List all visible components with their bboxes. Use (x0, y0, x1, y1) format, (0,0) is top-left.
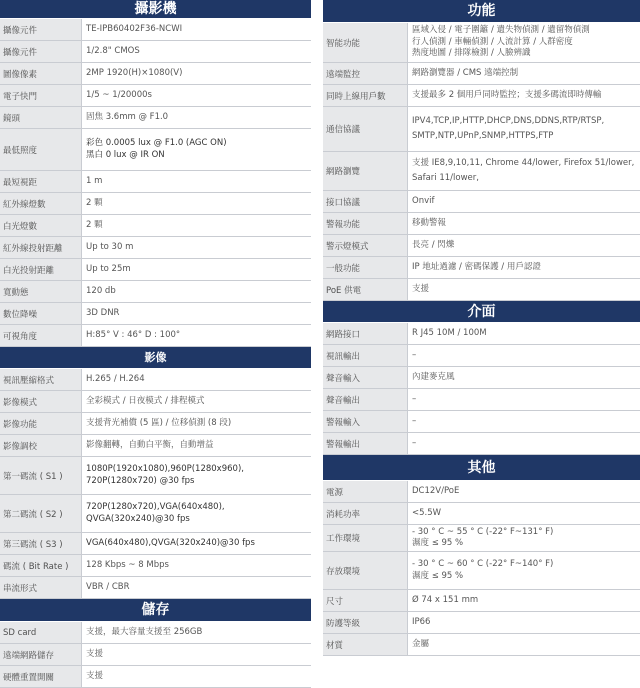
spec-label: 白光投射距離 (0, 259, 82, 280)
spec-value (408, 257, 640, 278)
spec-row-camera (0, 193, 311, 215)
spec-value (82, 107, 311, 128)
spec-value (408, 612, 640, 633)
spec-row-camera (0, 129, 311, 171)
spec-row-camera (0, 325, 311, 347)
spec-row-interface (323, 323, 640, 345)
spec-row-interface (323, 367, 640, 389)
spec-value-line: – (412, 393, 417, 404)
spec-row-image (0, 391, 311, 413)
spec-label: 聲音輸入 (323, 367, 408, 388)
spec-value-line: – (412, 415, 417, 426)
spec-label: PoE 供電 (323, 279, 408, 300)
spec-label: 第二碼流 ( S2 ) (0, 495, 82, 532)
spec-label: 網路接口 (323, 323, 408, 344)
spec-value (408, 235, 640, 256)
spec-value (82, 129, 311, 170)
spec-value-line: 1 m (86, 175, 103, 186)
spec-value-line: 1/5 ~ 1/20000s (86, 89, 152, 100)
spec-row-camera (0, 215, 311, 237)
spec-row-image (0, 413, 311, 435)
spec-value (408, 503, 640, 524)
spec-row-interface (323, 345, 640, 367)
spec-value (408, 552, 640, 589)
spec-label: 串流形式 (0, 577, 82, 598)
spec-label: 影像調校 (0, 435, 82, 456)
spec-row-storage (0, 666, 311, 688)
spec-value-line: IP66 (412, 616, 431, 627)
spec-value-line: DC12V/PoE (412, 485, 460, 496)
spec-label: 同時上線用戶數 (323, 85, 408, 106)
spec-value (408, 389, 640, 410)
spec-value-line: 128 Kbps ~ 8 Mbps (86, 559, 169, 570)
spec-value (408, 411, 640, 432)
spec-value (82, 171, 311, 192)
spec-value-line: 1080P(1920x1080),960P(1280x960), (86, 464, 244, 474)
spec-value (82, 215, 311, 236)
spec-value-line: 全彩模式 / 日夜模式 / 排程模式 (86, 395, 205, 406)
spec-value (408, 590, 640, 611)
spec-label: 存放環境 (323, 552, 408, 589)
spec-row-function (323, 213, 640, 235)
spec-row-other (323, 552, 640, 590)
spec-row-camera (0, 41, 311, 63)
spec-value-line: Safari 11/lower, (412, 173, 479, 183)
spec-value-line: 支援最多 2 個用戶同時監控；支援多碼流即時傳輸 (412, 89, 602, 100)
spec-label: 最短視距 (0, 171, 82, 192)
spec-row-camera (0, 63, 311, 85)
spec-value-line: SMTP,NTP,UPnP,SNMP,HTTPS,FTP (412, 131, 554, 141)
spec-value (408, 433, 640, 454)
spec-label: 第一碼流 ( S1 ) (0, 457, 82, 494)
spec-value (82, 533, 311, 554)
spec-value-line: 支援，最大容量支援至 256GB (86, 626, 203, 637)
spec-label: 一般功能 (323, 257, 408, 278)
spec-row-function (323, 257, 640, 279)
spec-value-line: 內建麥克風 (412, 371, 455, 382)
spec-value (82, 577, 311, 598)
spec-label: 寬動態 (0, 281, 82, 302)
spec-value (82, 555, 311, 576)
spec-value (82, 237, 311, 258)
spec-label: 警報輸入 (323, 411, 408, 432)
spec-value-line: QVGA(320x240)@30 fps (86, 513, 190, 524)
spec-label: 紅外線燈數 (0, 193, 82, 214)
spec-row-camera (0, 281, 311, 303)
spec-label: 遠端監控 (323, 63, 408, 84)
spec-label: 接口協議 (323, 191, 408, 212)
spec-value (82, 413, 311, 434)
spec-value-line: 支援 (86, 670, 104, 681)
spec-label: 視訊壓縮格式 (0, 369, 82, 390)
spec-value (82, 435, 311, 456)
spec-value-line: 彩色 0.0005 lux @ F1.0 (AGC ON) (86, 138, 227, 148)
spec-label: 可視角度 (0, 325, 82, 346)
spec-value-line: Up to 30 m (86, 241, 134, 252)
spec-value (82, 369, 311, 390)
spec-row-interface (323, 433, 640, 455)
spec-value (408, 85, 640, 106)
spec-label: SD card (0, 622, 82, 643)
spec-value (82, 325, 311, 346)
spec-row-other (323, 525, 640, 552)
section-title-interface: 介面 (323, 301, 640, 323)
spec-label: 智能功能 (323, 23, 408, 62)
spec-row-camera (0, 303, 311, 325)
spec-value-line: H:85° V : 46° D : 100° (86, 329, 181, 340)
spec-row-function (323, 279, 640, 301)
spec-value-line: 120 db (86, 285, 116, 296)
spec-row-image (0, 495, 311, 533)
spec-value-line: 濕度 ≤ 95 % (412, 570, 464, 581)
spec-row-interface (323, 411, 640, 433)
spec-value (408, 279, 640, 300)
spec-label: 白光燈數 (0, 215, 82, 236)
spec-row-interface (323, 389, 640, 411)
spec-row-other (323, 590, 640, 612)
spec-value-line: IP 地址過濾 / 密碼保護 / 用戶認證 (412, 261, 541, 272)
spec-row-function (323, 23, 640, 63)
spec-value-line: 熱度地圖 / 排隊檢測 / 人臉辨識 (412, 48, 531, 59)
spec-value (82, 259, 311, 280)
spec-value-line: TE-IPB60402F36-NCWI (86, 23, 183, 34)
spec-label: 最低照度 (0, 129, 82, 170)
spec-value-line: VBR / CBR (86, 581, 130, 592)
spec-label: 電源 (323, 481, 408, 502)
spec-value (82, 666, 311, 687)
spec-label: 聲音輸出 (323, 389, 408, 410)
spec-value-line: 移動警報 (412, 217, 447, 228)
spec-value-line: <5.5W (412, 507, 442, 518)
spec-value-line: 支援背光補償 (5 區) / 位移偵測 (8 段) (86, 417, 232, 428)
spec-value (82, 281, 311, 302)
spec-column-right (323, 0, 640, 656)
spec-row-camera (0, 107, 311, 129)
spec-value-line: 區域入侵 / 電子圍籬 / 遺失物偵測 / 遺留物偵測 (412, 25, 590, 36)
spec-row-camera (0, 171, 311, 193)
spec-value (82, 41, 311, 62)
spec-label: 鏡頭 (0, 107, 82, 128)
spec-label: 圖像像素 (0, 63, 82, 84)
spec-value-line: 黑白 0 lux @ IR ON (86, 149, 165, 160)
section-title-image: 影像 (0, 347, 311, 369)
spec-value-line: 3D DNR (86, 307, 120, 318)
spec-label: 警示燈模式 (323, 235, 408, 256)
spec-label: 影像模式 (0, 391, 82, 412)
spec-value-line: 網路瀏覽器 / CMS 遠端控制 (412, 67, 519, 78)
spec-value (82, 19, 311, 40)
spec-label: 通信協議 (323, 107, 408, 151)
spec-value-line: 2 顆 (86, 219, 103, 230)
spec-value (82, 193, 311, 214)
spec-row-function (323, 63, 640, 85)
section-title-other: 其他 (323, 455, 640, 481)
spec-row-storage (0, 622, 311, 644)
spec-value (408, 481, 640, 502)
spec-value (408, 152, 640, 190)
spec-value (408, 213, 640, 234)
spec-value (408, 23, 640, 62)
spec-value-line: 720P(1280x720) @30 fps (86, 475, 195, 486)
spec-label: 數位降噪 (0, 303, 82, 324)
spec-value-line: – (412, 437, 417, 448)
spec-label: 視訊輸出 (323, 345, 408, 366)
spec-value-line: Up to 25m (86, 263, 131, 274)
spec-label: 尺寸 (323, 590, 408, 611)
spec-row-image (0, 555, 311, 577)
spec-row-image (0, 577, 311, 599)
spec-value-line: 長亮 / 閃爍 (412, 239, 455, 250)
spec-row-function (323, 85, 640, 107)
spec-value (82, 457, 311, 494)
spec-value (82, 644, 311, 665)
spec-value (408, 191, 640, 212)
spec-value (82, 495, 311, 532)
spec-label: 防護等級 (323, 612, 408, 633)
spec-label: 消耗功率 (323, 503, 408, 524)
section-title-function: 功能 (323, 0, 640, 23)
spec-value-line: 行人偵測 / 車輛偵測 / 人流計算 / 人群密度 (412, 36, 573, 47)
spec-row-camera (0, 85, 311, 107)
spec-value-line: 720P(1280x720),VGA(640x480), (86, 502, 225, 512)
spec-label: 警報功能 (323, 213, 408, 234)
spec-value (82, 85, 311, 106)
spec-value (408, 323, 640, 344)
spec-label: 攝像元件 (0, 19, 82, 40)
spec-row-function (323, 152, 640, 191)
spec-label: 紅外線投射距離 (0, 237, 82, 258)
spec-value-line: 支援 IE8,9,10,11, Chrome 44/lower, Firefox 51/lower, (412, 158, 635, 168)
spec-value-line: 濕度 ≤ 95 % (412, 538, 464, 548)
spec-value-line: 金屬 (412, 638, 430, 649)
spec-value (82, 303, 311, 324)
spec-value-line: 固焦 3.6mm @ F1.0 (86, 111, 169, 122)
spec-label: 材質 (323, 634, 408, 655)
spec-label: 影像功能 (0, 413, 82, 434)
spec-row-other (323, 481, 640, 503)
spec-value-line: VGA(640x480),QVGA(320x240)@30 fps (86, 537, 255, 548)
spec-row-image (0, 533, 311, 555)
spec-label: 硬體重置開關 (0, 666, 82, 687)
spec-label: 工作環境 (323, 525, 408, 551)
spec-value (408, 345, 640, 366)
spec-row-image (0, 369, 311, 391)
spec-column-left (0, 0, 311, 688)
spec-value (408, 367, 640, 388)
spec-row-image (0, 435, 311, 457)
spec-value-line: - 30 ° C ~ 55 ° C (-22° F~131° F) (412, 526, 554, 537)
spec-value-line: 2 顆 (86, 197, 103, 208)
spec-row-camera (0, 259, 311, 281)
spec-row-other (323, 612, 640, 634)
spec-label: 網路瀏覽 (323, 152, 408, 190)
spec-value (408, 525, 640, 551)
spec-label: 遠端網路儲存 (0, 644, 82, 665)
spec-value-line: 支援 (412, 283, 430, 294)
spec-value-line: IPV4,TCP,IP,HTTP,DHCP,DNS,DDNS,RTP/RTSP, (412, 116, 605, 126)
spec-value (408, 63, 640, 84)
spec-value-line: 2MP 1920(H)×1080(V) (86, 67, 183, 78)
spec-value-line: Onvif (412, 195, 435, 206)
section-title-camera: 攝影機 (0, 0, 311, 19)
spec-value-line: 支援 (86, 648, 104, 659)
spec-row-camera (0, 237, 311, 259)
spec-label: 攝像元件 (0, 41, 82, 62)
spec-label: 第三碼流 ( S3 ) (0, 533, 82, 554)
spec-value (408, 634, 640, 655)
spec-label: 電子快門 (0, 85, 82, 106)
spec-row-camera (0, 19, 311, 41)
spec-value (408, 107, 640, 151)
spec-label: 警報輸出 (323, 433, 408, 454)
spec-value (82, 63, 311, 84)
spec-row-image (0, 457, 311, 495)
spec-value (82, 391, 311, 412)
section-title-storage: 儲存 (0, 599, 311, 622)
spec-value-line: 影像翻轉，自動白平衡，自動增益 (86, 439, 214, 450)
spec-value-line: 1/2.8" CMOS (86, 45, 140, 56)
spec-row-function (323, 235, 640, 257)
spec-value-line: H.265 / H.264 (86, 373, 145, 384)
spec-value-line: R J45 10M / 100M (412, 327, 487, 338)
spec-value-line: – (412, 349, 417, 360)
spec-row-function (323, 191, 640, 213)
spec-row-other (323, 503, 640, 525)
spec-row-other (323, 634, 640, 656)
spec-value-line: - 30 ° C ~ 60 ° C (-22° F~140° F) (412, 559, 554, 569)
spec-value-line: Ø 74 x 151 mm (412, 594, 479, 605)
spec-row-function (323, 107, 640, 152)
spec-row-storage (0, 644, 311, 666)
spec-label: 碼流 ( Bit Rate ) (0, 555, 82, 576)
